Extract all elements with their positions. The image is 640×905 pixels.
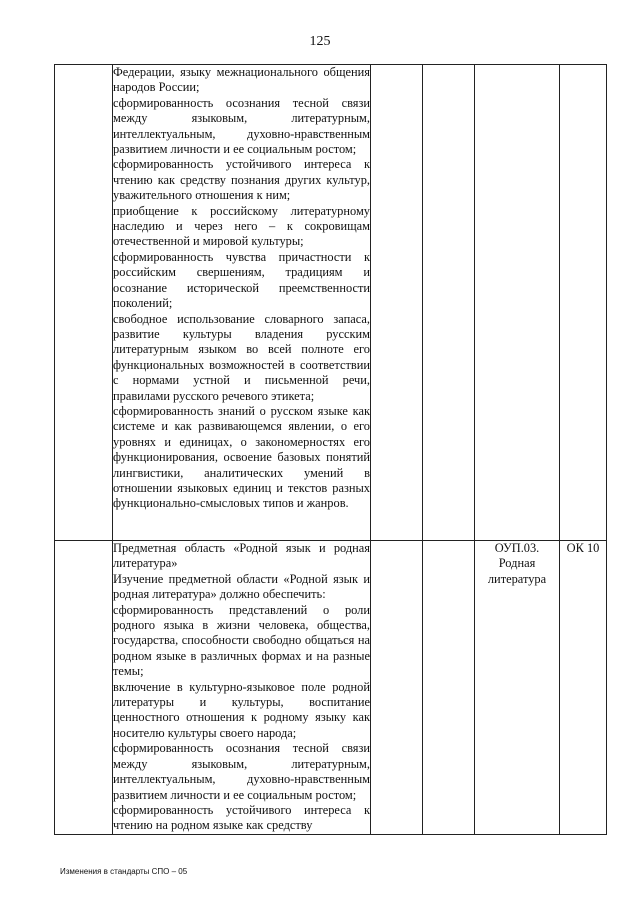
requirement-paragraph: сформированность устойчивого интереса к чтению как средству познания других культур, уважительного отношения к ним; — [113, 157, 370, 203]
subject-area-heading: Предметная область «Родной язык и родная литература» — [113, 541, 370, 571]
row-number-cell — [55, 65, 113, 541]
page-footer: Изменения в стандарты СПО – 05 — [60, 867, 188, 876]
requirement-paragraph: сформированность устойчивого интереса к чтению на родном языке как средству — [113, 802, 370, 833]
table-row — [55, 541, 607, 835]
requirements-cell — [113, 541, 371, 835]
empty-cell — [371, 541, 423, 835]
requirement-paragraph: сформированность осознания тесной связи между языковым, литературным, интеллектуальным, духовно-нравственным развитием личности и ее социальным ростом; — [113, 741, 370, 802]
requirement-paragraph: приобщение к российскому литературному наследию и через него – к сокровищам отечественной и мировой культуры; — [113, 203, 370, 249]
course-cell: ОУП.03. Родная литература — [475, 541, 560, 835]
requirement-paragraph: включение в культурно-языковое поле родной литературы и культуры, воспитание ценностного отношения к родному языку как носителю культуры своего народа; — [113, 679, 370, 740]
requirement-paragraph: Федерации, языку межнационального общения народов России; — [113, 65, 370, 95]
row-number-cell — [55, 541, 113, 835]
requirement-paragraph: Изучение предметной области «Родной язык и родная литература» должно обеспечить: — [113, 571, 370, 602]
page-number: 125 — [309, 34, 331, 49]
requirement-paragraph: сформированность знаний о русском языке как системе и как развивающемся явлении, о его уровнях и единицах, о закономерностях его функционирования, освоение базовых понятий лингвистики, аналитических умений в отношении языковых единиц и текстов разных функционально-смысловых типов и жанров. — [113, 403, 370, 511]
empty-cell — [371, 65, 423, 541]
requirement-paragraph: сформированность осознания тесной связи между языковым, литературным, интеллектуальным, духовно-нравственным развитием личности и ее социальным ростом; — [113, 95, 370, 157]
table-row — [55, 65, 607, 541]
requirement-paragraph: сформированность чувства причастности к российским свершениям, традициям и осознание исторической преемственности поколений; — [113, 249, 370, 311]
empty-cell — [423, 541, 475, 835]
requirement-paragraph: свободное использование словарного запаса, развитие культуры владения русским литературным языком во всей полноте его функциональных возможностей в соответствии с нормами устной и письменной речи, правилами русского речевого этикета; — [113, 311, 370, 403]
competence-cell: ОК 10 — [560, 541, 607, 835]
standards-table — [54, 64, 607, 835]
requirements-cell — [113, 65, 371, 541]
course-cell — [475, 65, 560, 541]
competence-cell — [560, 65, 607, 541]
requirement-paragraph: сформированность представлений о роли родного языка в жизни человека, общества, государства, способности свободно общаться на родном языке в различных формах и на разные темы; — [113, 602, 370, 679]
empty-cell — [423, 65, 475, 541]
